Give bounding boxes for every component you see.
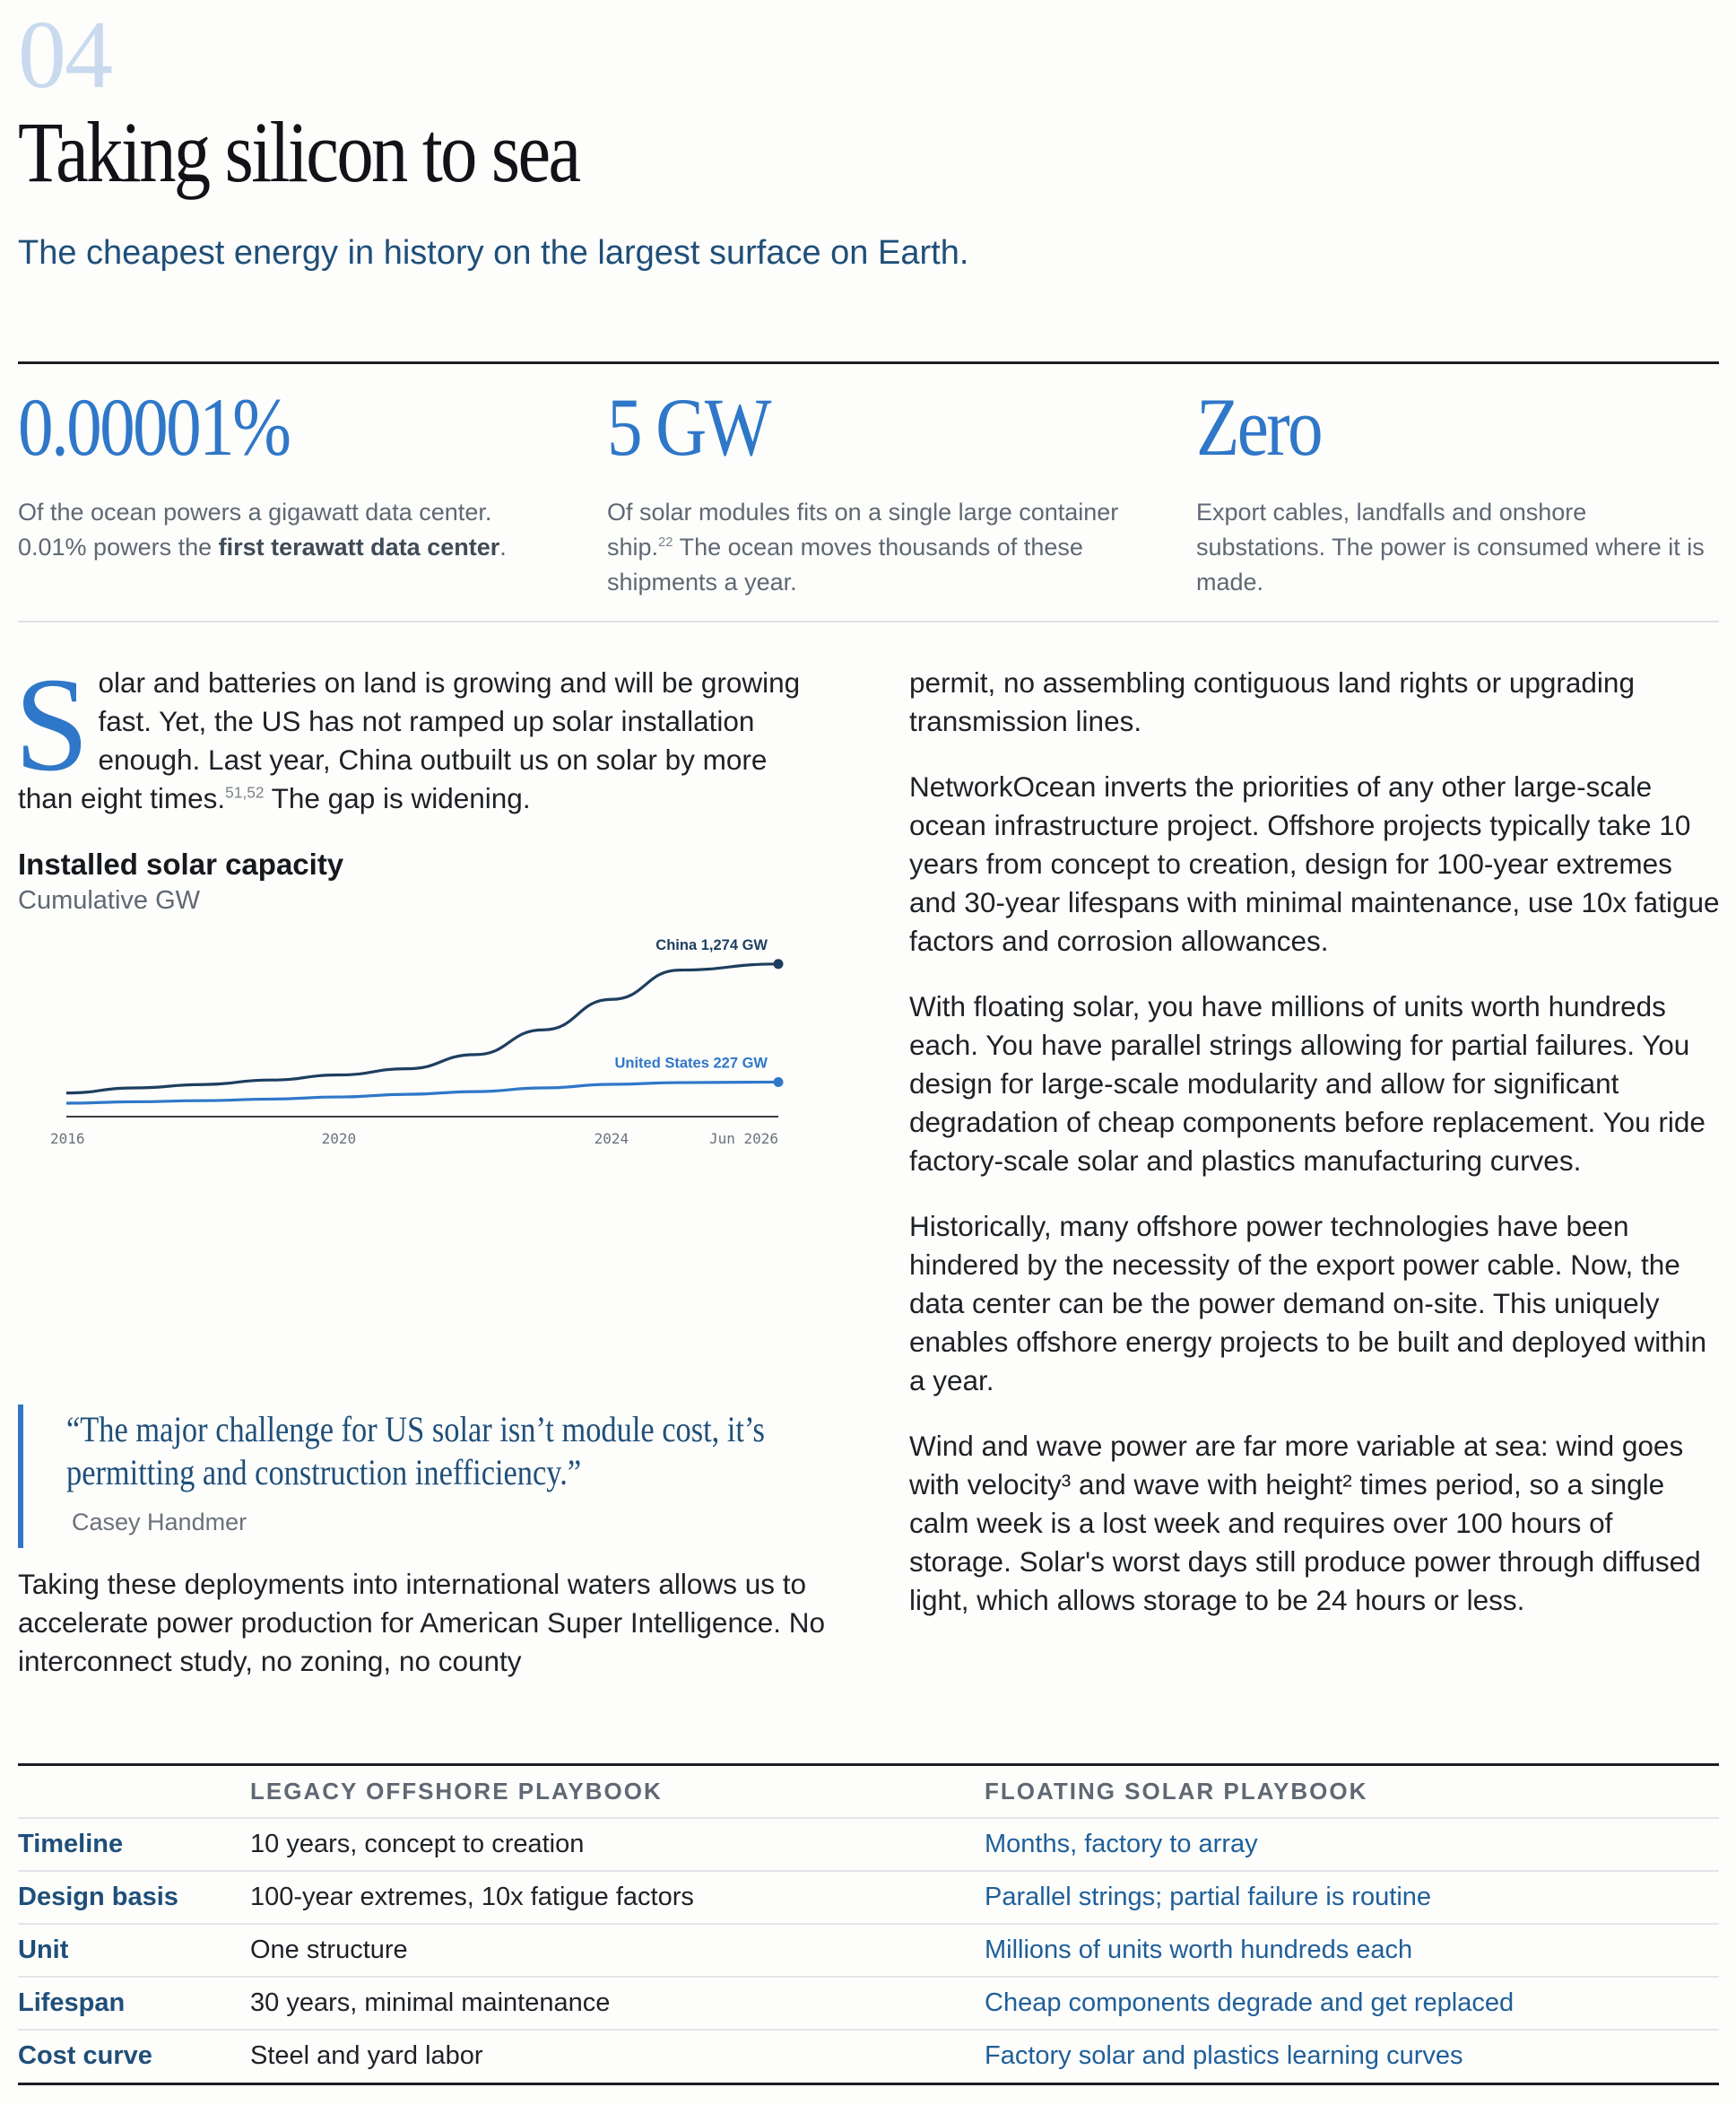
floating-cell: Cheap components degrade and get replaced xyxy=(985,1988,1515,2017)
stat-value: 5 GW xyxy=(607,381,769,473)
stat-description: Of the ocean powers a gigawatt data center. 0.01% powers the first terawatt data center. xyxy=(18,499,507,561)
right-paragraph: NetworkOcean inverts the priorities of any other large-scale ocean infrastructure project. Offshore projects typically take 10 years from concept to creation, design for 100-year extremes and 30-year lifespans with minimal maintenance, use 10x fatigue factors and corrosion allowances. xyxy=(909,770,1720,957)
table-row xyxy=(18,2029,1719,2083)
series-end-point xyxy=(774,1077,784,1087)
drop-cap: S xyxy=(14,650,90,799)
row-label: Lifespan xyxy=(18,1988,126,2017)
quote-text: “The major challenge for US solar isn’t module cost, it’s permitting and construction inefficiency.” xyxy=(66,1409,765,1492)
table-row xyxy=(18,1923,1719,1978)
table-header-floating: FLOATING SOLAR PLAYBOOK xyxy=(985,1778,1368,1805)
table-top-rule xyxy=(18,1763,1719,1766)
row-label: Design basis xyxy=(18,1883,178,1911)
left-closing-paragraph: Taking these deployments into international waters allows us to accelerate power production for American Super Intelligence. No interconnect study, no zoning, no county xyxy=(18,1568,825,1677)
right-column xyxy=(909,664,1721,1647)
table-row xyxy=(18,1976,1719,2031)
quote-author: Casey Handmer xyxy=(72,1509,247,1535)
series-end-label: China 1,274 GW xyxy=(655,936,768,953)
legacy-cell: Steel and yard labor xyxy=(250,2041,483,2070)
table-bottom-rule xyxy=(18,2083,1719,2085)
stat-export-cables xyxy=(1196,381,1716,600)
row-label: Unit xyxy=(18,1935,69,1964)
solar-capacity-chart xyxy=(18,933,829,1166)
legacy-cell: One structure xyxy=(250,1935,408,1964)
row-label: Timeline xyxy=(18,1830,124,1858)
right-paragraph: Historically, many offshore power technologies have been hindered by the necessity of the export power cable. Now, the data center can be the power demand on-site. This uniquely enables offshore energy projects to be built and deployed within a year. xyxy=(909,1210,1707,1396)
series-line-china xyxy=(66,964,778,1093)
floating-cell: Months, factory to array xyxy=(985,1830,1258,1858)
page-subtitle: The cheapest energy in history on the largest surface on Earth. xyxy=(18,234,969,272)
stat-container-ship xyxy=(607,381,1127,600)
stat-ocean-fraction xyxy=(18,381,538,565)
chart-title: Installed solar capacity xyxy=(18,848,344,881)
table-row xyxy=(18,1817,1719,1872)
floating-cell: Factory solar and plastics learning curves xyxy=(985,2041,1463,2070)
footnote-ref[interactable]: 51,52 xyxy=(225,783,265,802)
x-tick-label: Jun 2026 xyxy=(708,1130,778,1147)
x-tick-label: 2024 xyxy=(594,1130,629,1147)
legacy-cell: 100-year extremes, 10x fatigue factors xyxy=(250,1883,694,1911)
right-paragraph: With floating solar, you have millions of units worth hundreds each. You have parallel strings allowing for partial failures. You design for large-scale modularity and allow for significant degradation of cheap components before replacement. You ride factory-scale solar and plastics manufacturing curves. xyxy=(909,990,1706,1177)
series-end-point xyxy=(774,959,784,969)
intro-paragraph: S olar and batteries on land is growing and will be growing fast. Yet, the US has not ramped up solar installation enough. Last year, China outbuilt us on solar by more than eight times.$^{51,52}$ The gap is widening. xyxy=(14,650,801,814)
stat-value: Zero xyxy=(1196,381,1322,473)
table-row xyxy=(18,1870,1719,1925)
pull-quote xyxy=(18,1405,829,1548)
x-tick-label: 2016 xyxy=(50,1130,85,1147)
section-number: 04 xyxy=(18,2,111,109)
right-paragraph: Wind and wave power are far more variable at sea: wind goes with velocity³ and wave with height² times period, so a single calm week is a lost week and requires over 100 hours of storage. Solar's worst days still produce power through diffused light, which allows storage to be 24 hours or less. xyxy=(909,1430,1701,1616)
right-paragraph: permit, no assembling contiguous land rights or upgrading transmission lines. xyxy=(909,666,1635,737)
footnote-ref[interactable]: 22 xyxy=(658,535,673,550)
left-column xyxy=(14,650,829,1677)
top-rule xyxy=(18,361,1719,364)
floating-cell: Parallel strings; partial failure is routine xyxy=(985,1883,1432,1911)
row-label: Cost curve xyxy=(18,2041,152,2070)
series-end-label: United States 227 GW xyxy=(614,1055,768,1072)
floating-cell: Millions of units worth hundreds each xyxy=(985,1935,1413,1964)
legacy-cell: 10 years, concept to creation xyxy=(250,1830,585,1858)
stat-value: 0.00001% xyxy=(18,381,290,473)
stat-description: Export cables, landfalls and onshore substations. The power is consumed where it is made. xyxy=(1196,499,1705,596)
stats-divider xyxy=(18,621,1719,622)
legacy-cell: 30 years, minimal maintenance xyxy=(250,1988,611,2017)
stat-description: Of solar modules fits on a single large container ship.$^{22}$ The ocean moves thousands of these shipments a year. xyxy=(607,499,1119,596)
chart-subtitle: Cumulative GW xyxy=(18,886,201,915)
table-header-legacy: LEGACY OFFSHORE PLAYBOOK xyxy=(250,1778,663,1805)
x-tick-label: 2020 xyxy=(321,1130,357,1147)
page-title: Taking silicon to sea xyxy=(18,104,579,200)
